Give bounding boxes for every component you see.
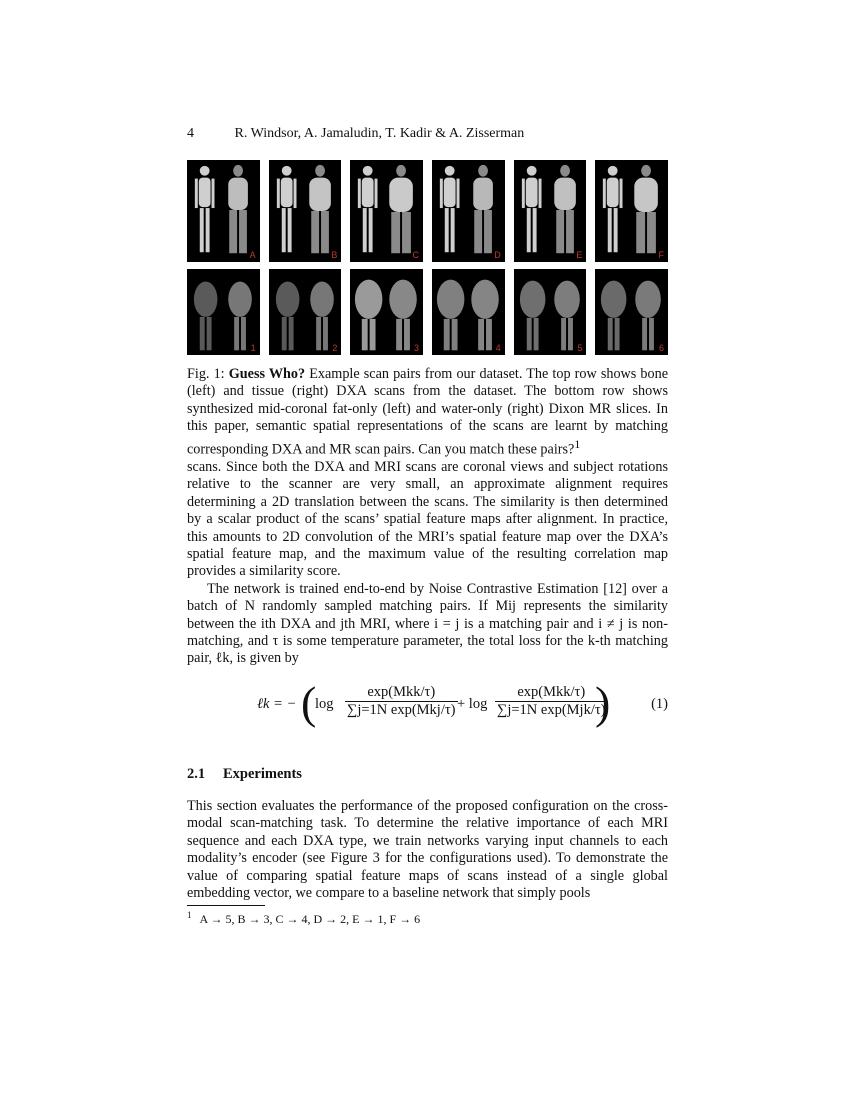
- numerator: exp(Mkk/τ): [345, 684, 458, 702]
- dxa-scan-image: [187, 160, 260, 262]
- figure-1: [187, 160, 668, 355]
- caption-text: Example scan pairs from our dataset. The top row shows bone (left) and tissue (right) DXA scans from the dataset. The bottom row shows synthesized mid-coronal fat-only (left) and water-only (right) Dixon MR slices. In this paper, semantic spatial representations of the scans are learnt by matching corresponding DXA and MR scan pairs. Can you match these pairs?: [187, 366, 668, 458]
- dxa-scan-image: [350, 160, 423, 262]
- mri-scan-panel: [595, 269, 668, 355]
- dxa-scan-panel: [595, 160, 668, 262]
- equation-1: [187, 677, 668, 730]
- dxa-scan-image: [595, 160, 668, 262]
- mri-scan-image: [595, 269, 668, 355]
- dxa-scan-panel: [269, 160, 342, 262]
- fraction-2: [495, 684, 608, 719]
- panel-label: 5: [577, 343, 583, 353]
- panel-label: 4: [495, 343, 501, 353]
- panel-label: C: [412, 250, 420, 260]
- figure-caption: [187, 366, 668, 459]
- mri-scan-panel: [514, 269, 587, 355]
- authors: R. Windsor, A. Jamaludin, T. Kadir & A. Zisserman: [234, 126, 525, 141]
- page-number: 4: [187, 126, 194, 141]
- right-paren: ): [595, 677, 611, 728]
- dxa-scan-panel: [350, 160, 423, 262]
- panel-label: A: [249, 250, 256, 260]
- mri-scan-image: [350, 269, 423, 355]
- mri-scan-image: [187, 269, 260, 355]
- footnote-number: 1: [187, 910, 192, 920]
- plus-log-term: + log: [457, 696, 488, 712]
- mri-scan-image: [514, 269, 587, 355]
- dxa-row: [187, 160, 668, 262]
- dxa-scan-panel: [514, 160, 587, 262]
- numerator: exp(Mkk/τ): [495, 684, 608, 702]
- denominator: ∑j=1N exp(Mjk/τ): [497, 702, 606, 718]
- caption-prefix: Fig. 1:: [187, 366, 229, 382]
- panel-label: 3: [414, 343, 420, 353]
- dxa-scan-panel: [187, 160, 260, 262]
- dxa-scan-image: [432, 160, 505, 262]
- paragraph: scans. Since both the DXA and MRI scans are coronal views and subject rotations relative to the scanner are very small, an approximate alignment requires determining a 2D translation between the scans. The similarity is then determined by a scalar product of the scans’ spatial feature maps after alignment. In practice, this amounts to 2D convolution of the MRI’s spatial feature map over the DXA’s spatial feature map, and the maximum value of the resulting correlation map provides a similarity score.: [187, 459, 668, 580]
- mri-scan-panel: [187, 269, 260, 355]
- mri-scan-panel: [350, 269, 423, 355]
- footnote-mark: 1: [574, 436, 581, 451]
- footnote-text: A → 5, B → 3, C → 4, D → 2, E → 1, F → 6: [199, 912, 421, 926]
- equation-lhs: ℓk = −: [257, 696, 297, 712]
- panel-label: 2: [332, 343, 338, 353]
- panel-label: D: [494, 250, 501, 260]
- running-header: [187, 126, 524, 142]
- body-text: [187, 459, 668, 668]
- log-term: log: [315, 696, 334, 712]
- mri-scan-image: [269, 269, 342, 355]
- dxa-scan-image: [269, 160, 342, 262]
- denominator: ∑j=1N exp(Mkj/τ): [347, 702, 456, 718]
- panel-label: 1: [250, 343, 256, 353]
- equation-number: (1): [651, 696, 668, 712]
- paragraph: The network is trained end-to-end by Noise Contrastive Estimation [12] over a batch of N randomly sampled matching pairs. If Mij represents the similarity between the ith DXA and jth MRI, where i = j is a matching pair and i ≠ j is non-matching, and τ is some temperature parameter, the total loss for the k-th matching pair, ℓk, is given by: [187, 580, 668, 667]
- panel-label: F: [658, 250, 665, 260]
- caption-title: Guess Who?: [228, 366, 306, 382]
- panel-label: 6: [659, 343, 665, 353]
- section-number: 2.1: [187, 766, 206, 782]
- panel-label: E: [576, 250, 583, 260]
- section-title: Experiments: [223, 766, 302, 782]
- dxa-scan-image: [514, 160, 587, 262]
- section-heading: [187, 766, 302, 783]
- mri-row: [187, 269, 668, 355]
- mri-scan-image: [432, 269, 505, 355]
- footnote: [187, 910, 420, 927]
- mri-scan-panel: [269, 269, 342, 355]
- mri-scan-panel: [432, 269, 505, 355]
- left-paren: (: [301, 677, 317, 728]
- section-body: This section evaluates the performance of the proposed configuration on the cross-modal scan-matching task. To determine the relative importance of each MRI sequence and each DXA type, we train networks varying input channels to each modality’s encoder (see Figure 3 for the configurations used). To demonstrate the value of comparing spatial feature maps of scans instead of a single global embedding vector, we compare to a baseline network that simply pools: [187, 798, 668, 902]
- fraction-1: [345, 684, 458, 719]
- panel-label: B: [331, 250, 338, 260]
- footnote-rule: [187, 905, 265, 906]
- dxa-scan-panel: [432, 160, 505, 262]
